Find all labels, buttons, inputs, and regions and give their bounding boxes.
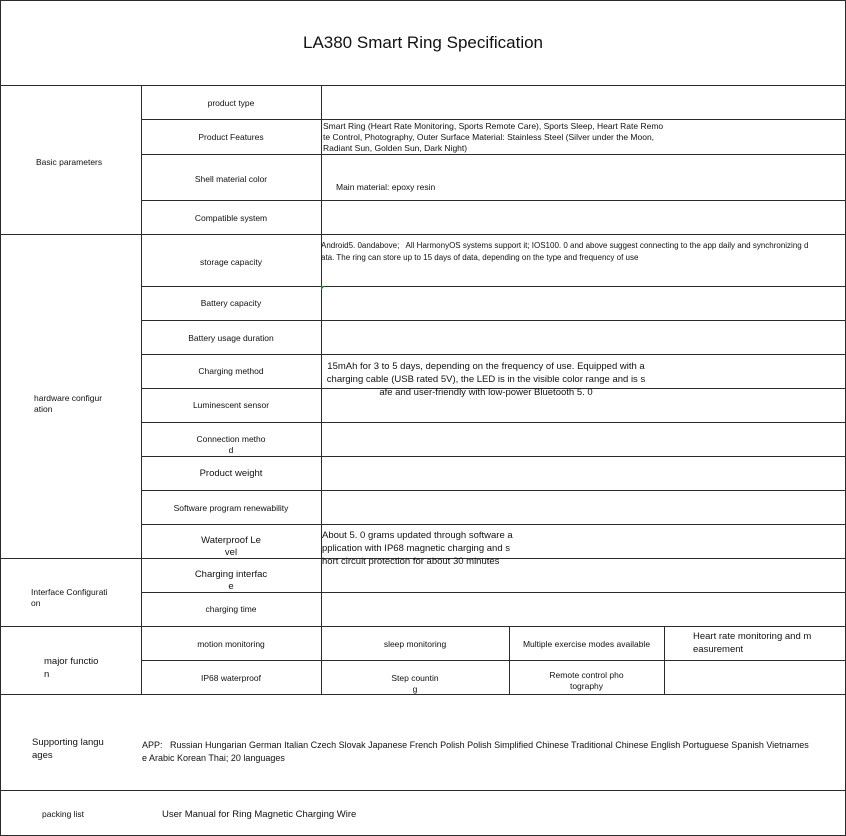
rule: [141, 456, 846, 457]
section-languages: Supporting langu ages: [32, 737, 104, 761]
section-hardware: hardware configur ation: [34, 393, 103, 414]
label-compatible-system: Compatible system: [194, 213, 268, 223]
rule: [141, 490, 846, 491]
label-charging-interface: Charging interfac e: [194, 569, 268, 592]
value-material: Main material: epoxy resin: [336, 182, 436, 192]
function-sleep: sleep monitoring: [383, 639, 447, 649]
section-interface: Interface Configurati on: [31, 587, 108, 608]
rule: [141, 286, 846, 287]
value-languages: APP: Russian Hungarian German Italian Czech Slovak Japanese French Polish Polish Simplified Chinese Traditional Chinese English Portuguese Spanish Vietnames e Arabic Korean Thai; 20 languages: [142, 740, 809, 763]
function-exercise: Multiple exercise modes available: [522, 639, 651, 649]
function-ip68: IP68 waterproof: [200, 673, 261, 683]
border-left: [0, 0, 1, 836]
section-packing: packing list: [42, 809, 85, 819]
value-battery: 15mAh for 3 to 5 days, depending on the frequency of use. Equipped with a charging cable (USB rated 5V), the LED is in the visible color range and is s afe and user-friendly with low-power Bluetooth 5. 0: [326, 361, 646, 398]
rule: [141, 660, 846, 661]
value-packing: User Manual for Ring Magnetic Charging Wire: [162, 809, 357, 820]
rule: [0, 790, 846, 791]
label-waterproof: Waterproof Le vel: [201, 535, 261, 558]
label-connection-method: Connection metho d: [196, 434, 266, 455]
value-system: Android5. 0andabove; All HarmonyOS systems support it; IOS100. 0 and above suggest connecting to the app daily and synchronizing d ata. The ring can store up to 15 days of data, depending on the type and frequency of use: [321, 241, 809, 262]
label-product-weight: Product weight: [199, 468, 263, 479]
page-title: LA380 Smart Ring Specification: [302, 33, 544, 52]
rule: [141, 154, 846, 155]
label-product-features: Product Features: [198, 132, 264, 142]
rule: [141, 200, 846, 201]
function-motion: motion monitoring: [197, 639, 265, 649]
label-product-type: product type: [207, 98, 255, 108]
value-weight: About 5. 0 grams updated through software a pplication with IP68 magnetic charging and s hort circuit protection for about 30 minutes: [322, 530, 513, 567]
cell-marker: [321, 286, 325, 290]
rule: [141, 320, 846, 321]
rule: [141, 422, 846, 423]
section-basic: Basic parameters: [36, 157, 103, 167]
label-battery-duration: Battery usage duration: [188, 333, 274, 343]
rule: [141, 354, 846, 355]
function-remote: Remote control pho tography: [549, 670, 624, 691]
col-rule: [664, 626, 665, 694]
rule: [0, 85, 846, 86]
rule: [141, 524, 846, 525]
function-step: Step countin g: [391, 673, 439, 694]
label-charging-method: Charging method: [198, 366, 264, 376]
label-storage: storage capacity: [200, 257, 262, 267]
label-software: Software program renewability: [173, 503, 289, 513]
rule: [0, 234, 846, 235]
border-top: [0, 0, 846, 1]
label-luminescent-sensor: Luminescent sensor: [192, 400, 270, 410]
section-major: major functio n: [44, 656, 99, 680]
value-features: Smart Ring (Heart Rate Monitoring, Sports Remote Care), Sports Sleep, Heart Rate Remo te Control, Photography, Outer Surface Material: Stainless Steel (Silver under the Moon, Radiant Sun, Golden Sun, Dark Night): [323, 121, 664, 153]
label-battery-capacity: Battery capacity: [200, 298, 262, 308]
rule: [141, 119, 846, 120]
rule: [0, 626, 846, 627]
function-heart-rate: Heart rate monitoring and m easurement: [693, 631, 812, 655]
label-shell-color: Shell material color: [194, 174, 268, 184]
label-charging-time: charging time: [205, 604, 257, 614]
